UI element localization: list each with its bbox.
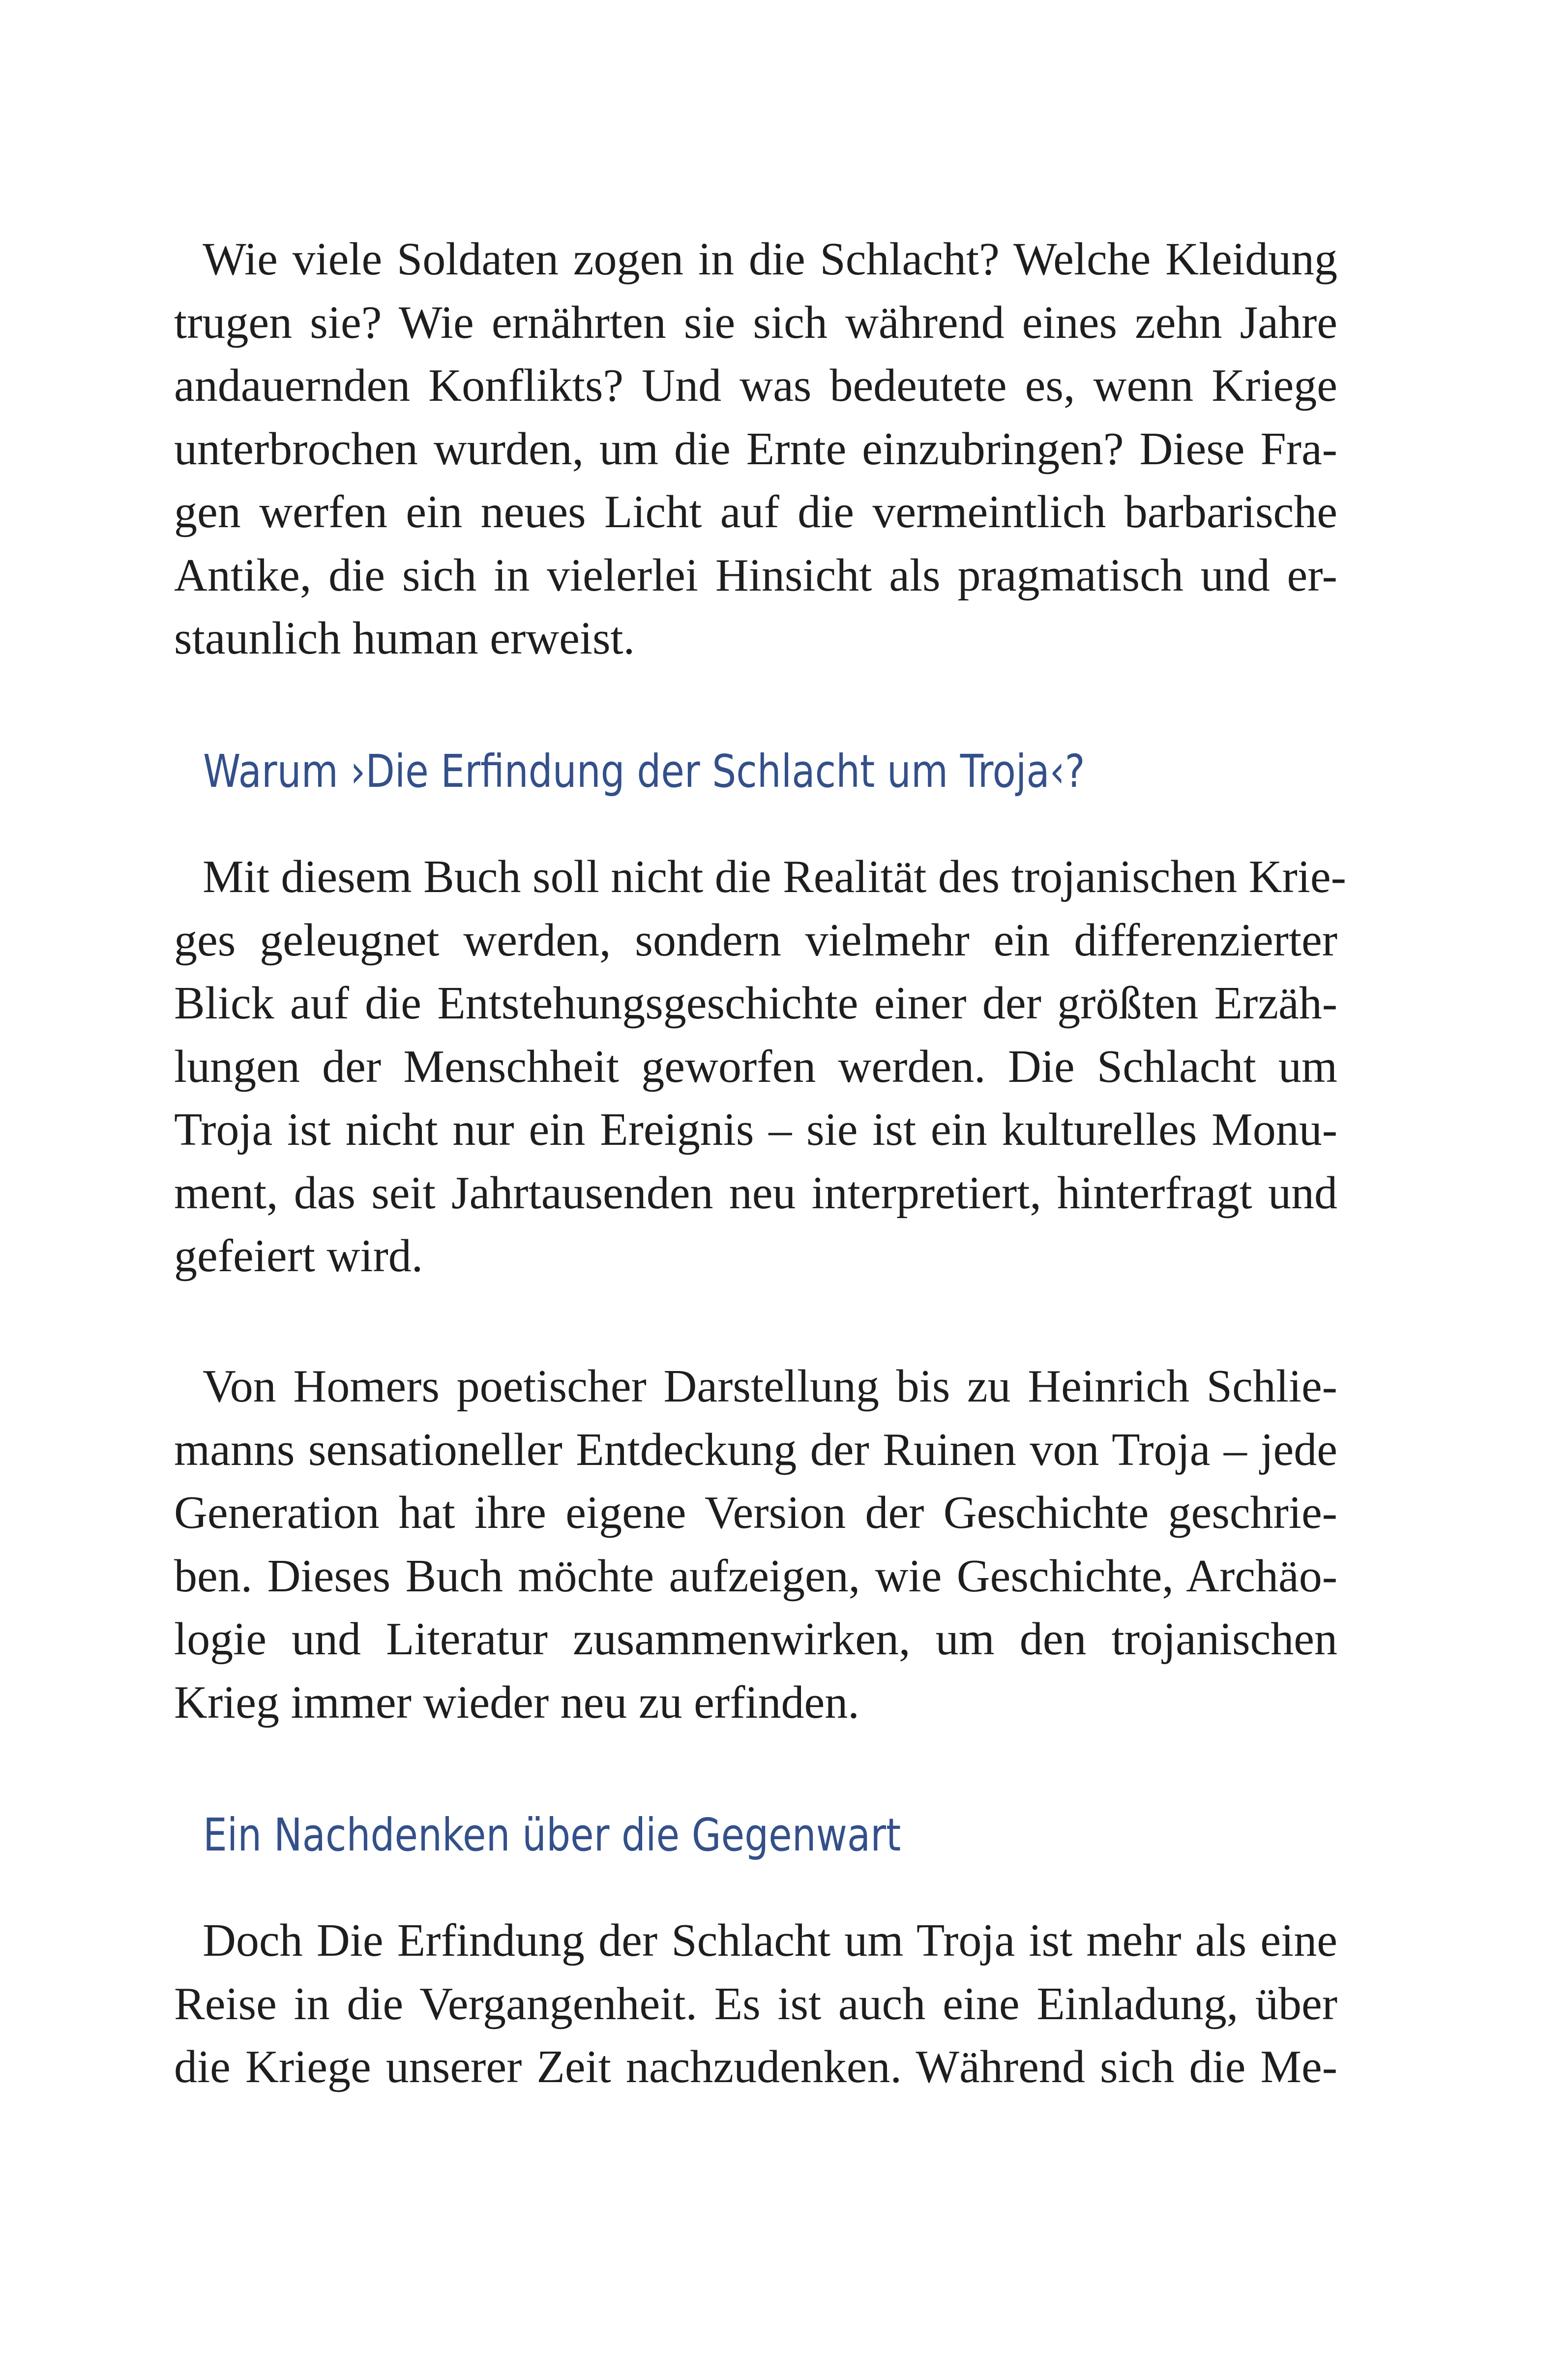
text-line: staunlich human erweist. <box>174 613 635 664</box>
text-line: Reise in die Vergangenheit. Es ist auch eine Einladung, über <box>174 1978 1337 2030</box>
paragraph-purpose <box>174 845 1346 1288</box>
section-heading-warum: Warum ›Die Erfindung der Schlacht um Troja‹? <box>203 745 1085 798</box>
text-line: Antike, die sich in vielerlei Hinsicht als pragmatisch und er- <box>174 549 1337 601</box>
text-line: andauernden Konflikts? Und was bedeutete es, wenn Kriege <box>174 360 1337 411</box>
paragraph-text <box>174 1909 1337 2099</box>
paragraph-homer-schliemann <box>174 1355 1337 1734</box>
text-line: Blick auf die Entstehungsgeschichte einer der größten Erzäh- <box>174 978 1337 1029</box>
text-line: Wie viele Soldaten zogen in die Schlacht? Welche Kleidung <box>203 234 1337 285</box>
text-line: die Kriege unserer Zeit nachzudenken. Während sich die Me- <box>174 2041 1337 2092</box>
text-line: trugen sie? Wie ernährten sie sich während eines zehn Jahre <box>174 297 1337 348</box>
text-line: manns sensationeller Entdeckung der Ruinen von Troja – jede <box>174 1424 1337 1475</box>
text-line: lungen der Menschheit geworfen werden. Die Schlacht um <box>174 1041 1337 1092</box>
paragraph-text <box>174 845 1346 1288</box>
text-line: Doch Die Erfindung der Schlacht um Troja ist mehr als eine <box>203 1915 1337 1966</box>
paragraph-text <box>174 1355 1337 1734</box>
text-line: Troja ist nicht nur ein Ereignis – sie ist ein kulturelles Monu- <box>174 1104 1337 1155</box>
paragraph-text <box>174 228 1337 670</box>
paragraph-intro-questions <box>174 228 1337 670</box>
text-line: Mit diesem Buch soll nicht die Realität des trojanischen Krie- <box>203 851 1346 902</box>
text-line: gen werfen ein neues Licht auf die vermeintlich barbarische <box>174 486 1337 537</box>
text-line: unterbrochen wurden, um die Ernte einzubringen? Diese Fra- <box>174 423 1337 475</box>
text-line: logie und Literatur zusammenwirken, um den trojanischen <box>174 1613 1337 1665</box>
text-line: gefeiert wird. <box>174 1230 423 1282</box>
text-line: Generation hat ihre eigene Version der Geschichte geschrie- <box>174 1487 1337 1538</box>
text-line: Krieg immer wieder neu zu erfinden. <box>174 1676 859 1728</box>
text-line: ben. Dieses Buch möchte aufzeigen, wie Geschichte, Archäo- <box>174 1550 1337 1602</box>
text-line: ges geleugnet werden, sondern vielmehr ein differenzierter <box>174 914 1337 966</box>
text-line: ment, das seit Jahrtausenden neu interpretiert, hinterfragt und <box>174 1167 1337 1219</box>
text-line: Von Homers poetischer Darstellung bis zu Heinrich Schlie- <box>203 1361 1337 1412</box>
paragraph-reflection <box>174 1909 1337 2099</box>
section-heading-gegenwart: Ein Nachdenken über die Gegenwart <box>203 1809 901 1861</box>
